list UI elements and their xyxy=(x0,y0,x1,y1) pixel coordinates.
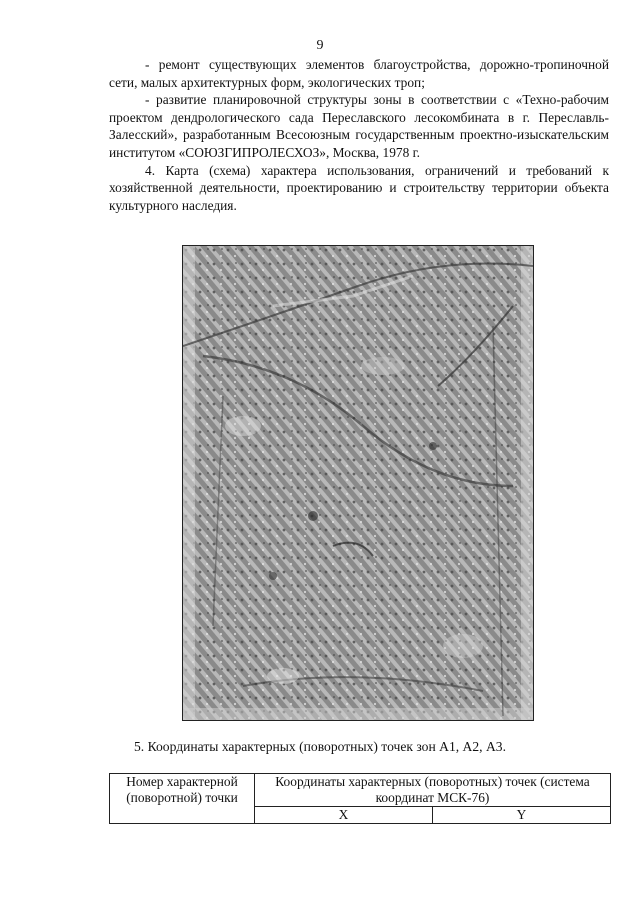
section-5-heading: 5. Координаты характерных (поворотных) точек зон А1, А2, А3. xyxy=(134,739,506,754)
col-coordinates: Координаты характерных (поворотных) точек (система координат МСК-76) xyxy=(255,774,611,807)
table-header-row xyxy=(110,774,611,807)
page-number: 9 xyxy=(316,38,324,53)
paragraph-repair: - ремонт существующих элементов благоустройства, дорожно-тропиночной сети, малых архитектурных форм, экологических троп; xyxy=(109,57,609,90)
map-image xyxy=(182,245,534,721)
col-y: Y xyxy=(432,807,610,824)
paragraph-development: - развитие планировочной структуры зоны в соответствии с «Техно-рабочим проектом дендрологического сада Переславского лесокомбината в г. Переславль-Залесский», разработанным Всесоюзным государственным проектно-изыскательским институтом «СОЮЗГИПРОЛЕСХОЗ», Москва, 1978 г. xyxy=(109,92,609,160)
paragraph-map-caption: 4. Карта (схема) характера использования, ограничений и требований к хозяйственной деятельности, проектированию и строительству территории объекта культурного наследия. xyxy=(109,162,609,213)
coordinates-table xyxy=(109,773,611,824)
aerial-map-graphic xyxy=(183,246,533,720)
col-x: X xyxy=(255,807,433,824)
col-point-number: Номер характерной (поворотной) точки xyxy=(110,774,255,824)
body-text xyxy=(109,56,609,214)
